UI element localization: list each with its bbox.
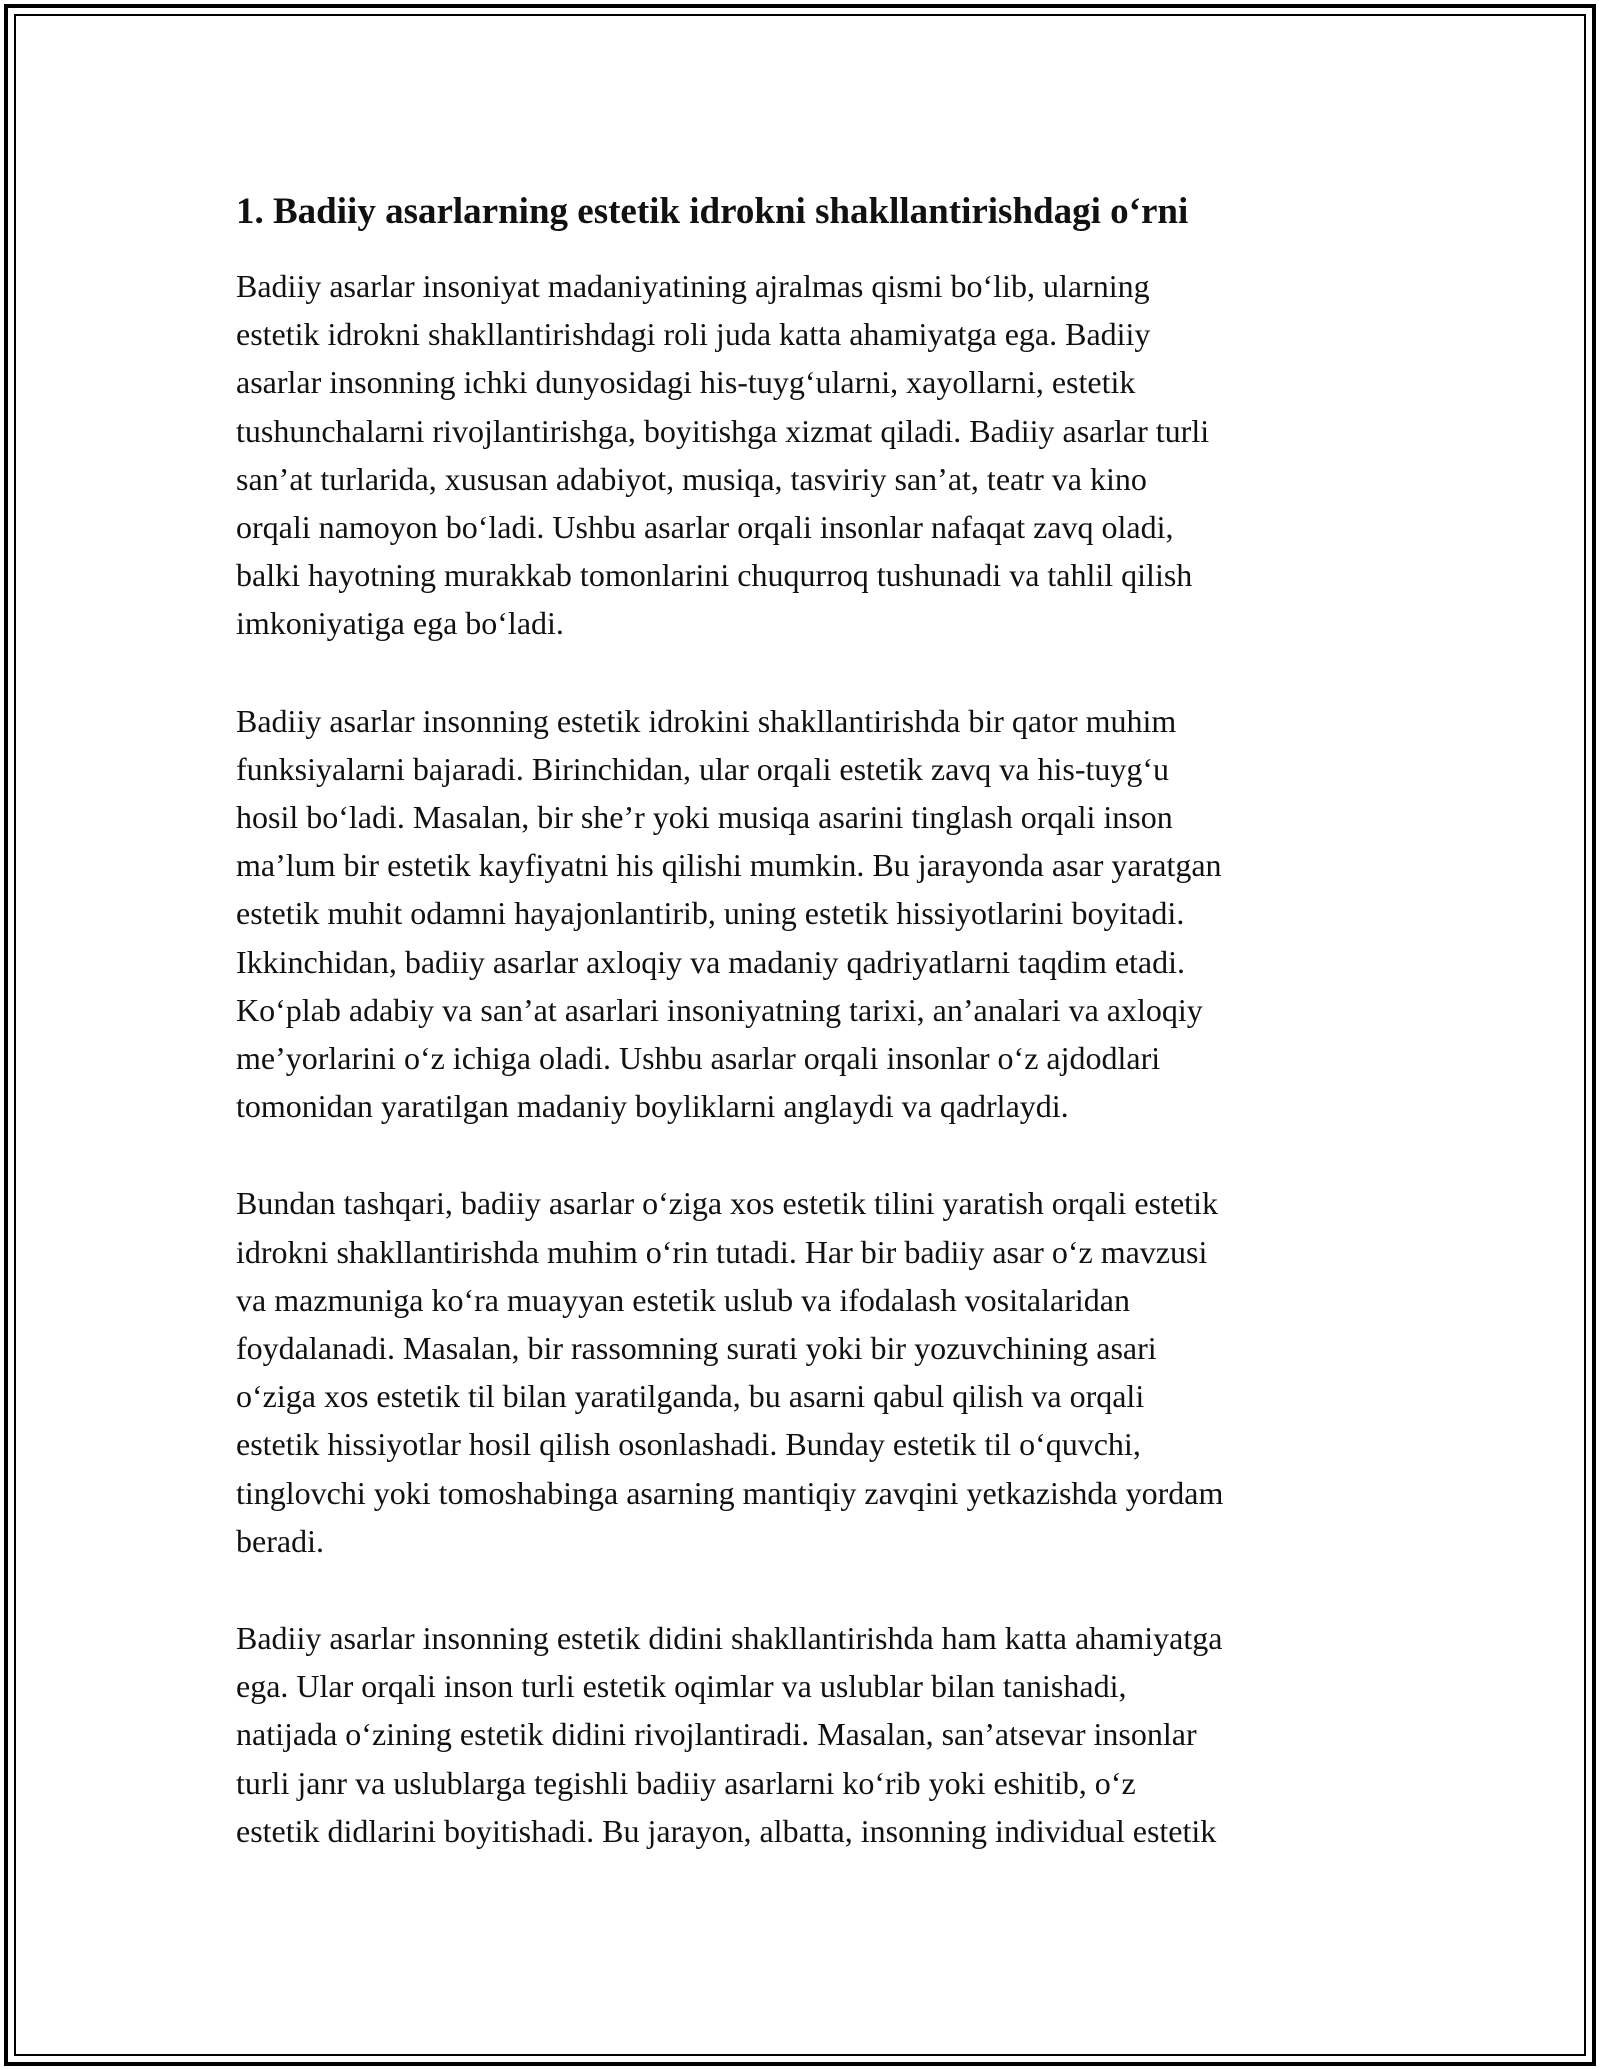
text-line: estetik didlarini boyitishadi. Bu jarayon, albatta, insonning individual estetik [236,1812,1217,1849]
paragraph-1 [236,262,1386,648]
text-line: funksiyalarni bajaradi. Birinchidan, ular orqali estetik zavq va his-tuyg‘u [236,750,1170,787]
text-line: Badiiy asarlar insonning estetik idrokini shakllantirishda bir qator muhim [236,702,1177,739]
paragraph-2 [236,697,1386,1131]
text-line: estetik idrokni shakllantirishdagi roli juda katta ahamiyatga ega. Badiiy [236,316,1151,353]
text-line: foydalanadi. Masalan, bir rassomning surati yoki bir yozuvchining asari [236,1330,1157,1367]
text-line: Ko‘plab adabiy va san’at asarlari insoniyatning tarixi, an’analari va axloqiy [236,991,1203,1028]
section-heading: 1. Badiiy asarlarning estetik idrokni shakllantirishdagi o‘rni [236,191,1189,232]
text-line: me’yorlarini o‘z ichiga oladi. Ushbu asarlar orqali insonlar o‘z ajdodlari [236,1040,1161,1077]
paragraph-4 [236,1614,1386,1855]
text-line: balki hayotning murakkab tomonlarini chuqurroq tushunadi va tahlil qilish [236,557,1193,594]
text-line: ma’lum bir estetik kayfiyatni his qilishi mumkin. Bu jarayonda asar yaratgan [236,847,1222,884]
text-line: san’at turlarida, xususan adabiyot, musiqa, tasviriy san’at, teatr va kino [236,460,1147,497]
text-line: Bundan tashqari, badiiy asarlar o‘ziga xos estetik tilini yaratish orqali estetik [236,1185,1218,1222]
document-body [236,188,1386,1904]
text-line: estetik muhit odamni hayajonlantirib, uning estetik hissiyotlarini boyitadi. [236,895,1185,932]
text-line: Badiiy asarlar insonning estetik didini shakllantirishda ham katta ahamiyatga [236,1620,1223,1657]
text-line: idrokni shakllantirishda muhim o‘rin tutadi. Har bir badiiy asar o‘z mavzusi [236,1233,1208,1270]
paragraph-3 [236,1179,1386,1565]
text-line: hosil bo‘ladi. Masalan, bir she’r yoki musiqa asarini tinglash orqali inson [236,799,1173,836]
text-line: ega. Ular orqali inson turli estetik oqimlar va uslublar bilan tanishadi, [236,1668,1127,1705]
text-line: turli janr va uslublarga tegishli badiiy asarlarni ko‘rib yoki eshitib, o‘z [236,1764,1136,1801]
text-line: asarlar insonning ichki dunyosidagi his-tuyg‘ularni, xayollarni, estetik [236,364,1136,401]
text-line: tinglovchi yoki tomoshabinga asarning mantiqiy zavqini yetkazishda yordam [236,1474,1224,1511]
text-line: imkoniyatiga ega bo‘ladi. [236,605,564,642]
text-line: Badiiy asarlar insoniyat madaniyatining ajralmas qismi bo‘lib, ularning [236,268,1150,304]
text-line: orqali namoyon bo‘ladi. Ushbu asarlar orqali insonlar nafaqat zavq oladi, [236,509,1174,546]
text-line: natijada o‘zining estetik didini rivojlantiradi. Masalan, san’atsevar insonlar [236,1716,1197,1753]
text-line: tomonidan yaratilgan madaniy boyliklarni anglaydi va qadrlaydi. [236,1088,1069,1125]
text-line: beradi. [236,1522,324,1559]
text-line: va mazmuniga ko‘ra muayyan estetik uslub va ifodalash vositalaridan [236,1281,1130,1318]
text-line: o‘ziga xos estetik til bilan yaratilganda, bu asarni qabul qilish va orqali [236,1378,1145,1415]
text-line: estetik hissiyotlar hosil qilish osonlashadi. Bunday estetik til o‘quvchi, [236,1426,1141,1463]
text-line: tushunchalarni rivojlantirishga, boyitishga xizmat qiladi. Badiiy asarlar turli [236,412,1210,449]
text-line: Ikkinchidan, badiiy asarlar axloqiy va madaniy qadriyatlarni taqdim etadi. [236,943,1186,980]
